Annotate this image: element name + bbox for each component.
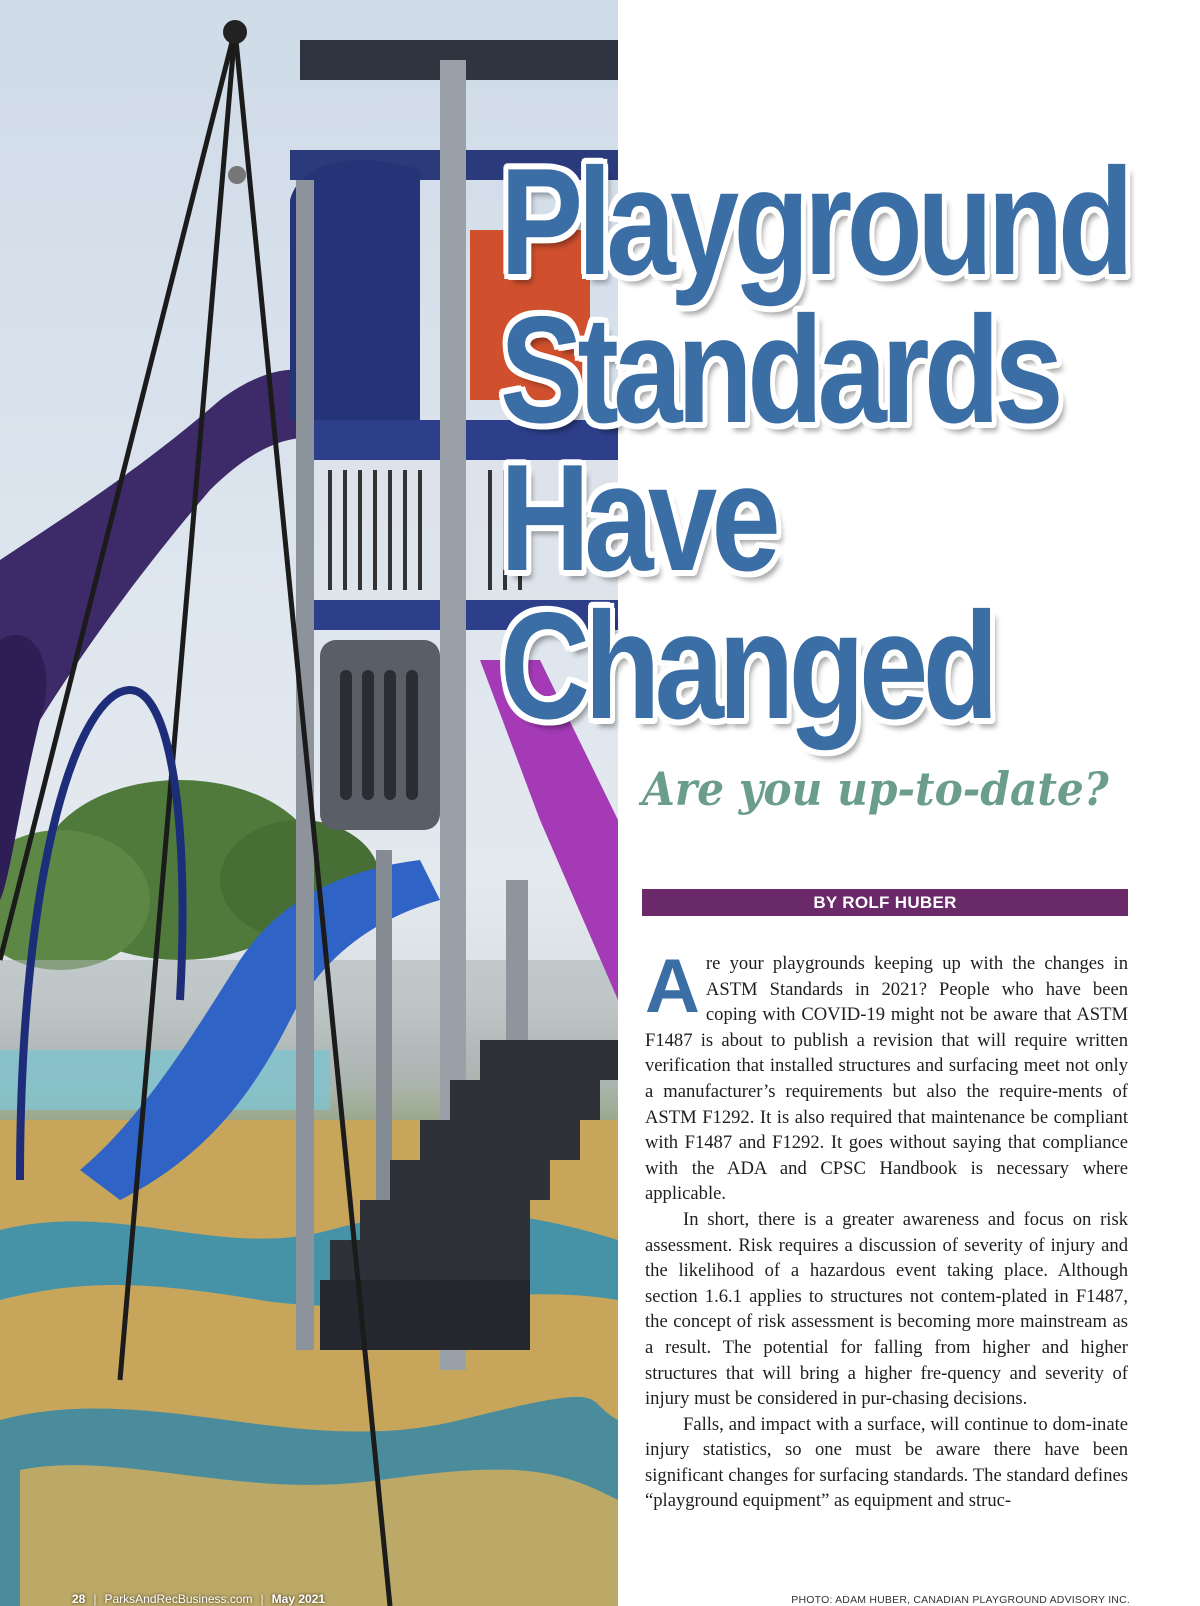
site-link[interactable]: ParksAndRecBusiness.com <box>104 1592 253 1606</box>
headline-line-3: Have <box>500 433 776 603</box>
article-subhead: Are you up-to-date? <box>642 762 1109 816</box>
paragraph-2: In short, there is a greater awareness and focus on risk assessment. Risk requires a discussion of severity of injury and the likelihood of a hazardous event taking place. Although section 1.6.1 applies to structures not contem-plated in F1487, the concept of risk assessment is becoming more mainstream as a result. The potential for falling from higher and higher structures that will bring a higher fre-quency and severity of injury must be considered in pur-chasing decisions. <box>645 1208 1128 1410</box>
article-headline <box>500 137 1190 751</box>
headline-line-2: Standards <box>500 285 1058 455</box>
byline: BY ROLF HUBER <box>642 889 1128 916</box>
photo-credit: PHOTO: ADAM HUBER, CANADIAN PLAYGROUND ADVISORY INC. <box>791 1594 1130 1606</box>
footer-divider: | <box>260 1592 264 1606</box>
page-number: 28 <box>72 1592 86 1606</box>
issue-date: May 2021 <box>271 1592 326 1606</box>
paragraph-1-text: re your playgrounds keeping up with the changes in ASTM Standards in 2021? People who have been coping with COVID-19 might not be aware that ASTM F1487 is about to publish a revision that will require written verification that installed structures and surfacing meet not only a manufacturer’s requirements but also the require-ments of ASTM F1292. It is also required that maintenance be compliant with F1487 and F1292. It goes without saying that compliance with the ADA and CPSC Handbook is necessary where applicable. <box>645 953 1128 1205</box>
footer-divider: | <box>93 1592 97 1606</box>
paragraph-3: Falls, and impact with a surface, will continue to dom-inate injury statistics, so one must be aware there have been significant changes for surfacing standards. The standard defines “playground equipment” as equipment and struc- <box>645 1413 1128 1512</box>
headline-line-4: Changed <box>500 581 994 751</box>
paragraph-1 <box>645 944 1128 1207</box>
page-footer <box>72 1592 325 1606</box>
drop-cap: A <box>645 944 700 1029</box>
headline-line-1: Playground <box>500 137 1129 307</box>
article-body <box>645 944 1128 1514</box>
